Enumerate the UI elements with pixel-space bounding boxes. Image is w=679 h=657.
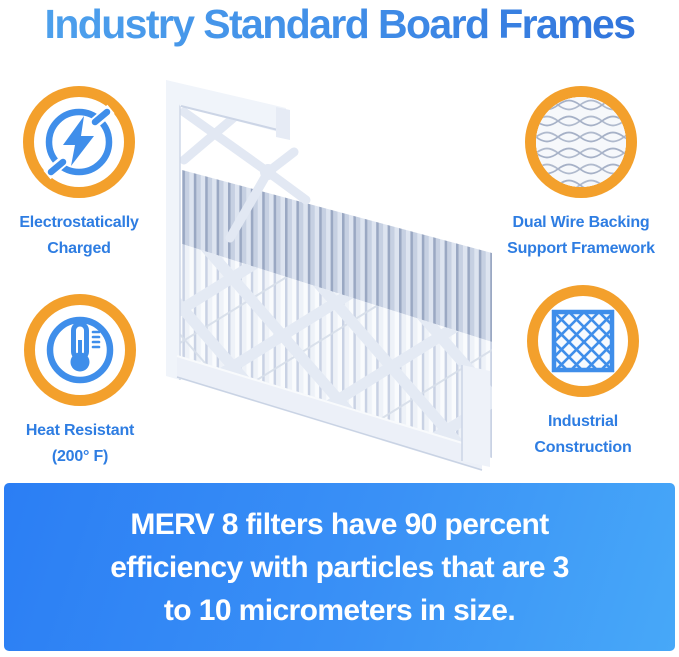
filter-frame-top-flap [276,107,290,140]
feature-label-line1: Heat Resistant [25,422,135,439]
wire-icon-ring [525,86,637,198]
filter-frame-left [166,80,180,380]
feature-label [505,409,661,461]
feature-industrial-construction [505,285,661,461]
feature-dual-wire-backing [500,86,662,262]
feature-heat-resistant [8,294,152,470]
filter-frame-end-cap [462,365,490,467]
feature-label [8,418,152,470]
banner-line1: MERV 8 filters have 90 percent [130,507,549,541]
feature-label-line1: Electrostatically [19,214,139,231]
feature-label [500,210,662,262]
air-filter-illustration [140,55,520,485]
feature-label-line1: Dual Wire Backing [512,214,650,231]
construction-icon-ring [527,285,639,397]
lattice-grid-icon [550,308,616,374]
wire-mesh-icon [536,97,626,187]
feature-label-line2: (200° F) [51,448,109,465]
banner-line3: to 10 micrometers in size. [163,593,516,627]
feature-label-line2: Support Framework [507,240,655,257]
electro-icon-ring [23,86,135,198]
feature-label-line2: Charged [47,240,111,257]
banner-line2: efficiency with particles that are 3 [110,550,569,584]
page-title: Industry Standard Board Frames [0,0,679,48]
feature-label [8,210,150,262]
filter-lattice-node [260,164,276,180]
thermometer-icon [40,310,120,390]
heat-icon-ring [24,294,136,406]
info-banner [4,483,675,651]
feature-electrostatically-charged [8,86,150,262]
feature-label-line2: Construction [534,439,632,456]
feature-label-line1: Industrial [547,413,618,430]
lightning-bolt-icon [39,102,119,182]
